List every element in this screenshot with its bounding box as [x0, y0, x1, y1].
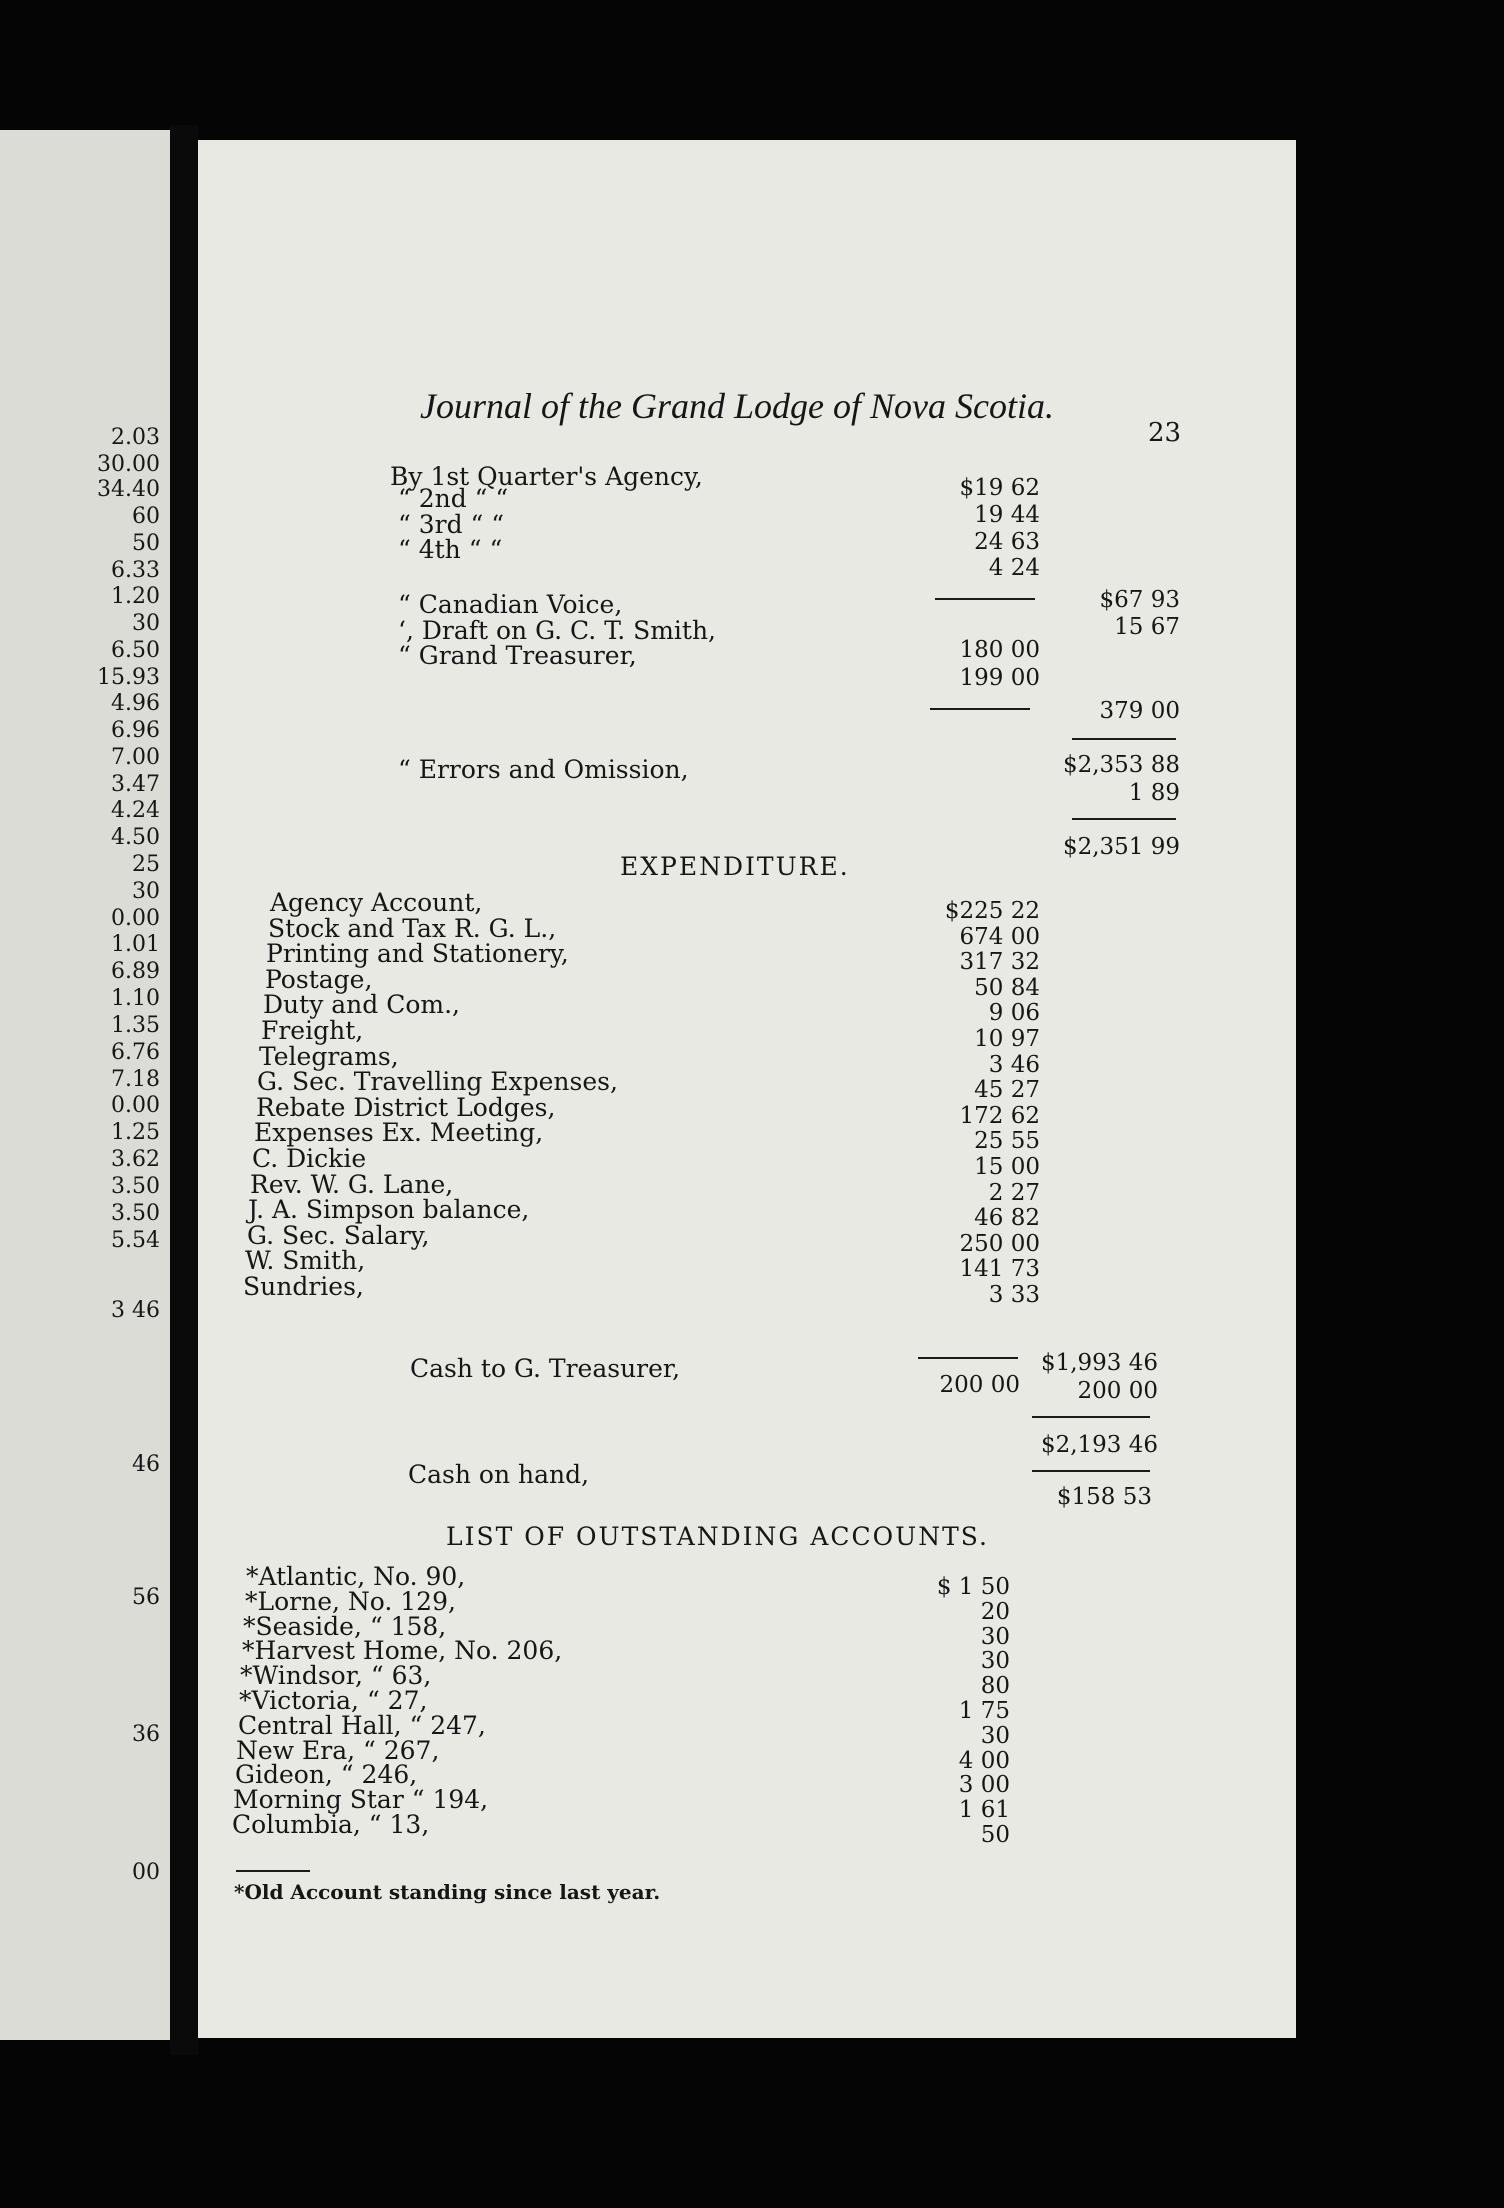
- expenditure-item-amount: 3 46: [988, 1052, 1040, 1078]
- margin-number: 00: [132, 1860, 160, 1885]
- expenditure-item-amount: 141 73: [959, 1256, 1040, 1282]
- grand-total-rule: [1032, 1416, 1150, 1418]
- expenditure-item-label: Sundries,: [243, 1272, 364, 1301]
- expenditure-item-amount: 45 27: [974, 1077, 1040, 1103]
- margin-number: 6.33: [111, 558, 160, 583]
- margin-number: 30: [132, 611, 160, 636]
- margin-number: 30: [132, 879, 160, 904]
- outstanding-account-name: *Seaside, “ 158,: [243, 1612, 447, 1641]
- expenditure-item-label: W. Smith,: [245, 1246, 366, 1275]
- outstanding-account-name: Morning Star “ 194,: [233, 1785, 489, 1814]
- margin-number: 7.18: [111, 1067, 160, 1092]
- margin-number: 3.50: [111, 1174, 160, 1199]
- margin-number: 1.01: [111, 932, 160, 957]
- expenditure-subtotal: $1,993 46: [1040, 1350, 1158, 1376]
- margin-number: 25: [132, 852, 160, 877]
- margin-number: 4.24: [111, 798, 160, 823]
- outstanding-account-name: *Victoria, “ 27,: [239, 1686, 428, 1715]
- footnote-rule: [236, 1870, 310, 1872]
- outstanding-account-amount: 1 75: [958, 1698, 1010, 1724]
- receipt-label: “ Errors and Omission,: [398, 755, 689, 784]
- receipt-amount: 199 00: [959, 665, 1040, 691]
- receipt-rule: [1072, 818, 1176, 820]
- outstanding-account-amount: $ 1 50: [936, 1574, 1010, 1600]
- expenditure-item-amount: 10 97: [974, 1026, 1040, 1052]
- expenditure-item-amount: 9 06: [988, 1000, 1040, 1026]
- outstanding-account-amount: 1 61: [958, 1797, 1010, 1823]
- receipt-total: 1 89: [1128, 780, 1180, 806]
- grand-total: $2,193 46: [1040, 1432, 1158, 1458]
- margin-number: 56: [132, 1585, 160, 1610]
- margin-number: 4.50: [111, 825, 160, 850]
- outstanding-account-amount: 30: [980, 1723, 1010, 1749]
- page-title: Journal of the Grand Lodge of Nova Scotia.: [420, 386, 1054, 426]
- outstanding-account-name: Columbia, “ 13,: [232, 1810, 430, 1839]
- margin-number: 0.00: [111, 1093, 160, 1118]
- margin-number: 36: [132, 1722, 160, 1747]
- expenditure-item-label: Expenses Ex. Meeting,: [254, 1118, 544, 1147]
- receipt-total: $2,353 88: [1062, 752, 1180, 778]
- expenditure-item-label: Stock and Tax R. G. L.,: [268, 914, 557, 943]
- book-gutter: [170, 125, 198, 2055]
- expenditure-item-amount: 2 27: [988, 1180, 1040, 1206]
- receipt-label: “ 3rd “ “: [398, 510, 505, 539]
- expenditure-item-label: Telegrams,: [259, 1042, 399, 1071]
- receipt-total: $67 93: [1099, 587, 1180, 613]
- receipt-label: “ Grand Treasurer,: [398, 641, 637, 670]
- receipt-amount: 19 44: [974, 502, 1040, 528]
- expenditure-item-amount: 25 55: [974, 1128, 1040, 1154]
- expenditure-item-label: J. A. Simpson balance,: [248, 1195, 530, 1224]
- outstanding-account-amount: 20: [980, 1599, 1010, 1625]
- footnote: *Old Account standing since last year.: [234, 1880, 661, 1904]
- expenditure-item-label: Agency Account,: [270, 888, 483, 917]
- expenditure-item-amount: 250 00: [959, 1231, 1040, 1257]
- receipt-total: 379 00: [1099, 698, 1180, 724]
- expenditure-item-amount: 172 62: [959, 1103, 1040, 1129]
- outstanding-account-name: *Windsor, “ 63,: [240, 1661, 432, 1690]
- expenditure-item-amount: 46 82: [974, 1205, 1040, 1231]
- outstanding-account-amount: 80: [980, 1673, 1010, 1699]
- cash-to-treasurer-total: 200 00: [1077, 1378, 1158, 1404]
- outstanding-account-amount: 30: [980, 1648, 1010, 1674]
- outstanding-account-name: New Era, “ 267,: [236, 1736, 440, 1765]
- expenditure-heading: EXPENDITURE.: [620, 852, 850, 881]
- outstanding-account-name: Gideon, “ 246,: [235, 1760, 418, 1789]
- margin-number: 6.50: [111, 638, 160, 663]
- margin-number: 0.00: [111, 906, 160, 931]
- margin-number: 3.50: [111, 1201, 160, 1226]
- margin-number: 7.00: [111, 745, 160, 770]
- receipt-amount: 24 63: [974, 529, 1040, 555]
- margin-number: 15.93: [97, 665, 160, 690]
- expenditure-item-amount: $225 22: [944, 898, 1040, 924]
- expenditure-item-label: Postage,: [265, 965, 373, 994]
- receipt-label: By 1st Quarter's Agency,: [390, 462, 703, 491]
- cash-to-treasurer-amount: 200 00: [939, 1372, 1020, 1398]
- outstanding-account-name: Central Hall, “ 247,: [238, 1711, 486, 1740]
- receipt-rule: [1072, 738, 1176, 740]
- margin-number: 46: [132, 1452, 160, 1477]
- margin-number: 3.62: [111, 1147, 160, 1172]
- expenditure-item-amount: 15 00: [974, 1154, 1040, 1180]
- margin-number: 4.96: [111, 691, 160, 716]
- expenditure-item-label: Rebate District Lodges,: [256, 1093, 556, 1122]
- outstanding-account-amount: 50: [980, 1822, 1010, 1848]
- cash-on-hand-amount: $158 53: [1056, 1484, 1152, 1510]
- outstanding-account-name: *Harvest Home, No. 206,: [242, 1636, 563, 1665]
- margin-number: 1.35: [111, 1013, 160, 1038]
- margin-number: 30.00: [97, 452, 160, 477]
- receipt-amount: 4 24: [988, 555, 1040, 581]
- outstanding-account-name: *Atlantic, No. 90,: [246, 1562, 466, 1591]
- margin-number: 1.20: [111, 584, 160, 609]
- receipt-label: “ 4th “ “: [398, 535, 503, 564]
- receipt-amount: $19 62: [959, 475, 1040, 501]
- receipt-rule: [935, 598, 1035, 600]
- receipt-amount: 180 00: [959, 637, 1040, 663]
- receipt-label: “ 2nd “ “: [398, 484, 509, 513]
- receipt-total: $2,351 99: [1062, 834, 1180, 860]
- expenditure-item-label: Rev. W. G. Lane,: [250, 1170, 454, 1199]
- expenditure-item-amount: 317 32: [959, 949, 1040, 975]
- receipt-label: ‘, Draft on G. C. T. Smith,: [398, 616, 717, 645]
- margin-number: 6.89: [111, 959, 160, 984]
- margin-number: 3 46: [111, 1298, 160, 1323]
- receipt-label: “ Canadian Voice,: [398, 590, 623, 619]
- expenditure-item-label: Printing and Stationery,: [266, 939, 569, 968]
- margin-number: 1.25: [111, 1120, 160, 1145]
- outstanding-account-amount: 3 00: [958, 1772, 1010, 1798]
- margin-number: 60: [132, 504, 160, 529]
- margin-number: 3.47: [111, 772, 160, 797]
- margin-number: 2.03: [111, 425, 160, 450]
- cash-to-treasurer-label: Cash to G. Treasurer,: [410, 1354, 681, 1383]
- expenditure-item-amount: 3 33: [988, 1282, 1040, 1308]
- expenditure-item-amount: 50 84: [974, 975, 1040, 1001]
- outstanding-account-amount: 4 00: [958, 1748, 1010, 1774]
- expenditure-item-label: Duty and Com.,: [263, 990, 460, 1019]
- expenditure-item-label: G. Sec. Travelling Expenses,: [257, 1067, 618, 1096]
- margin-number: 34.40: [97, 477, 160, 502]
- margin-number: 5.54: [111, 1228, 160, 1253]
- outstanding-account-amount: 30: [980, 1624, 1010, 1650]
- margin-number: 6.96: [111, 718, 160, 743]
- outstanding-account-name: *Lorne, No. 129,: [245, 1587, 456, 1616]
- receipt-rule: [930, 708, 1030, 710]
- page-number: 23: [1148, 418, 1182, 448]
- expenditure-item-label: Freight,: [261, 1016, 364, 1045]
- expenditure-item-amount: 674 00: [959, 924, 1040, 950]
- margin-number: 50: [132, 531, 160, 556]
- cash-on-hand-rule: [1032, 1470, 1150, 1472]
- expenditure-item-label: C. Dickie: [252, 1144, 367, 1173]
- receipt-total: 15 67: [1114, 614, 1180, 640]
- expenditure-item-label: G. Sec. Salary,: [247, 1221, 430, 1250]
- margin-number: 1.10: [111, 986, 160, 1011]
- outstanding-heading: LIST OF OUTSTANDING ACCOUNTS.: [446, 1522, 989, 1551]
- margin-number: 6.76: [111, 1040, 160, 1065]
- cash-on-hand-label: Cash on hand,: [408, 1460, 590, 1489]
